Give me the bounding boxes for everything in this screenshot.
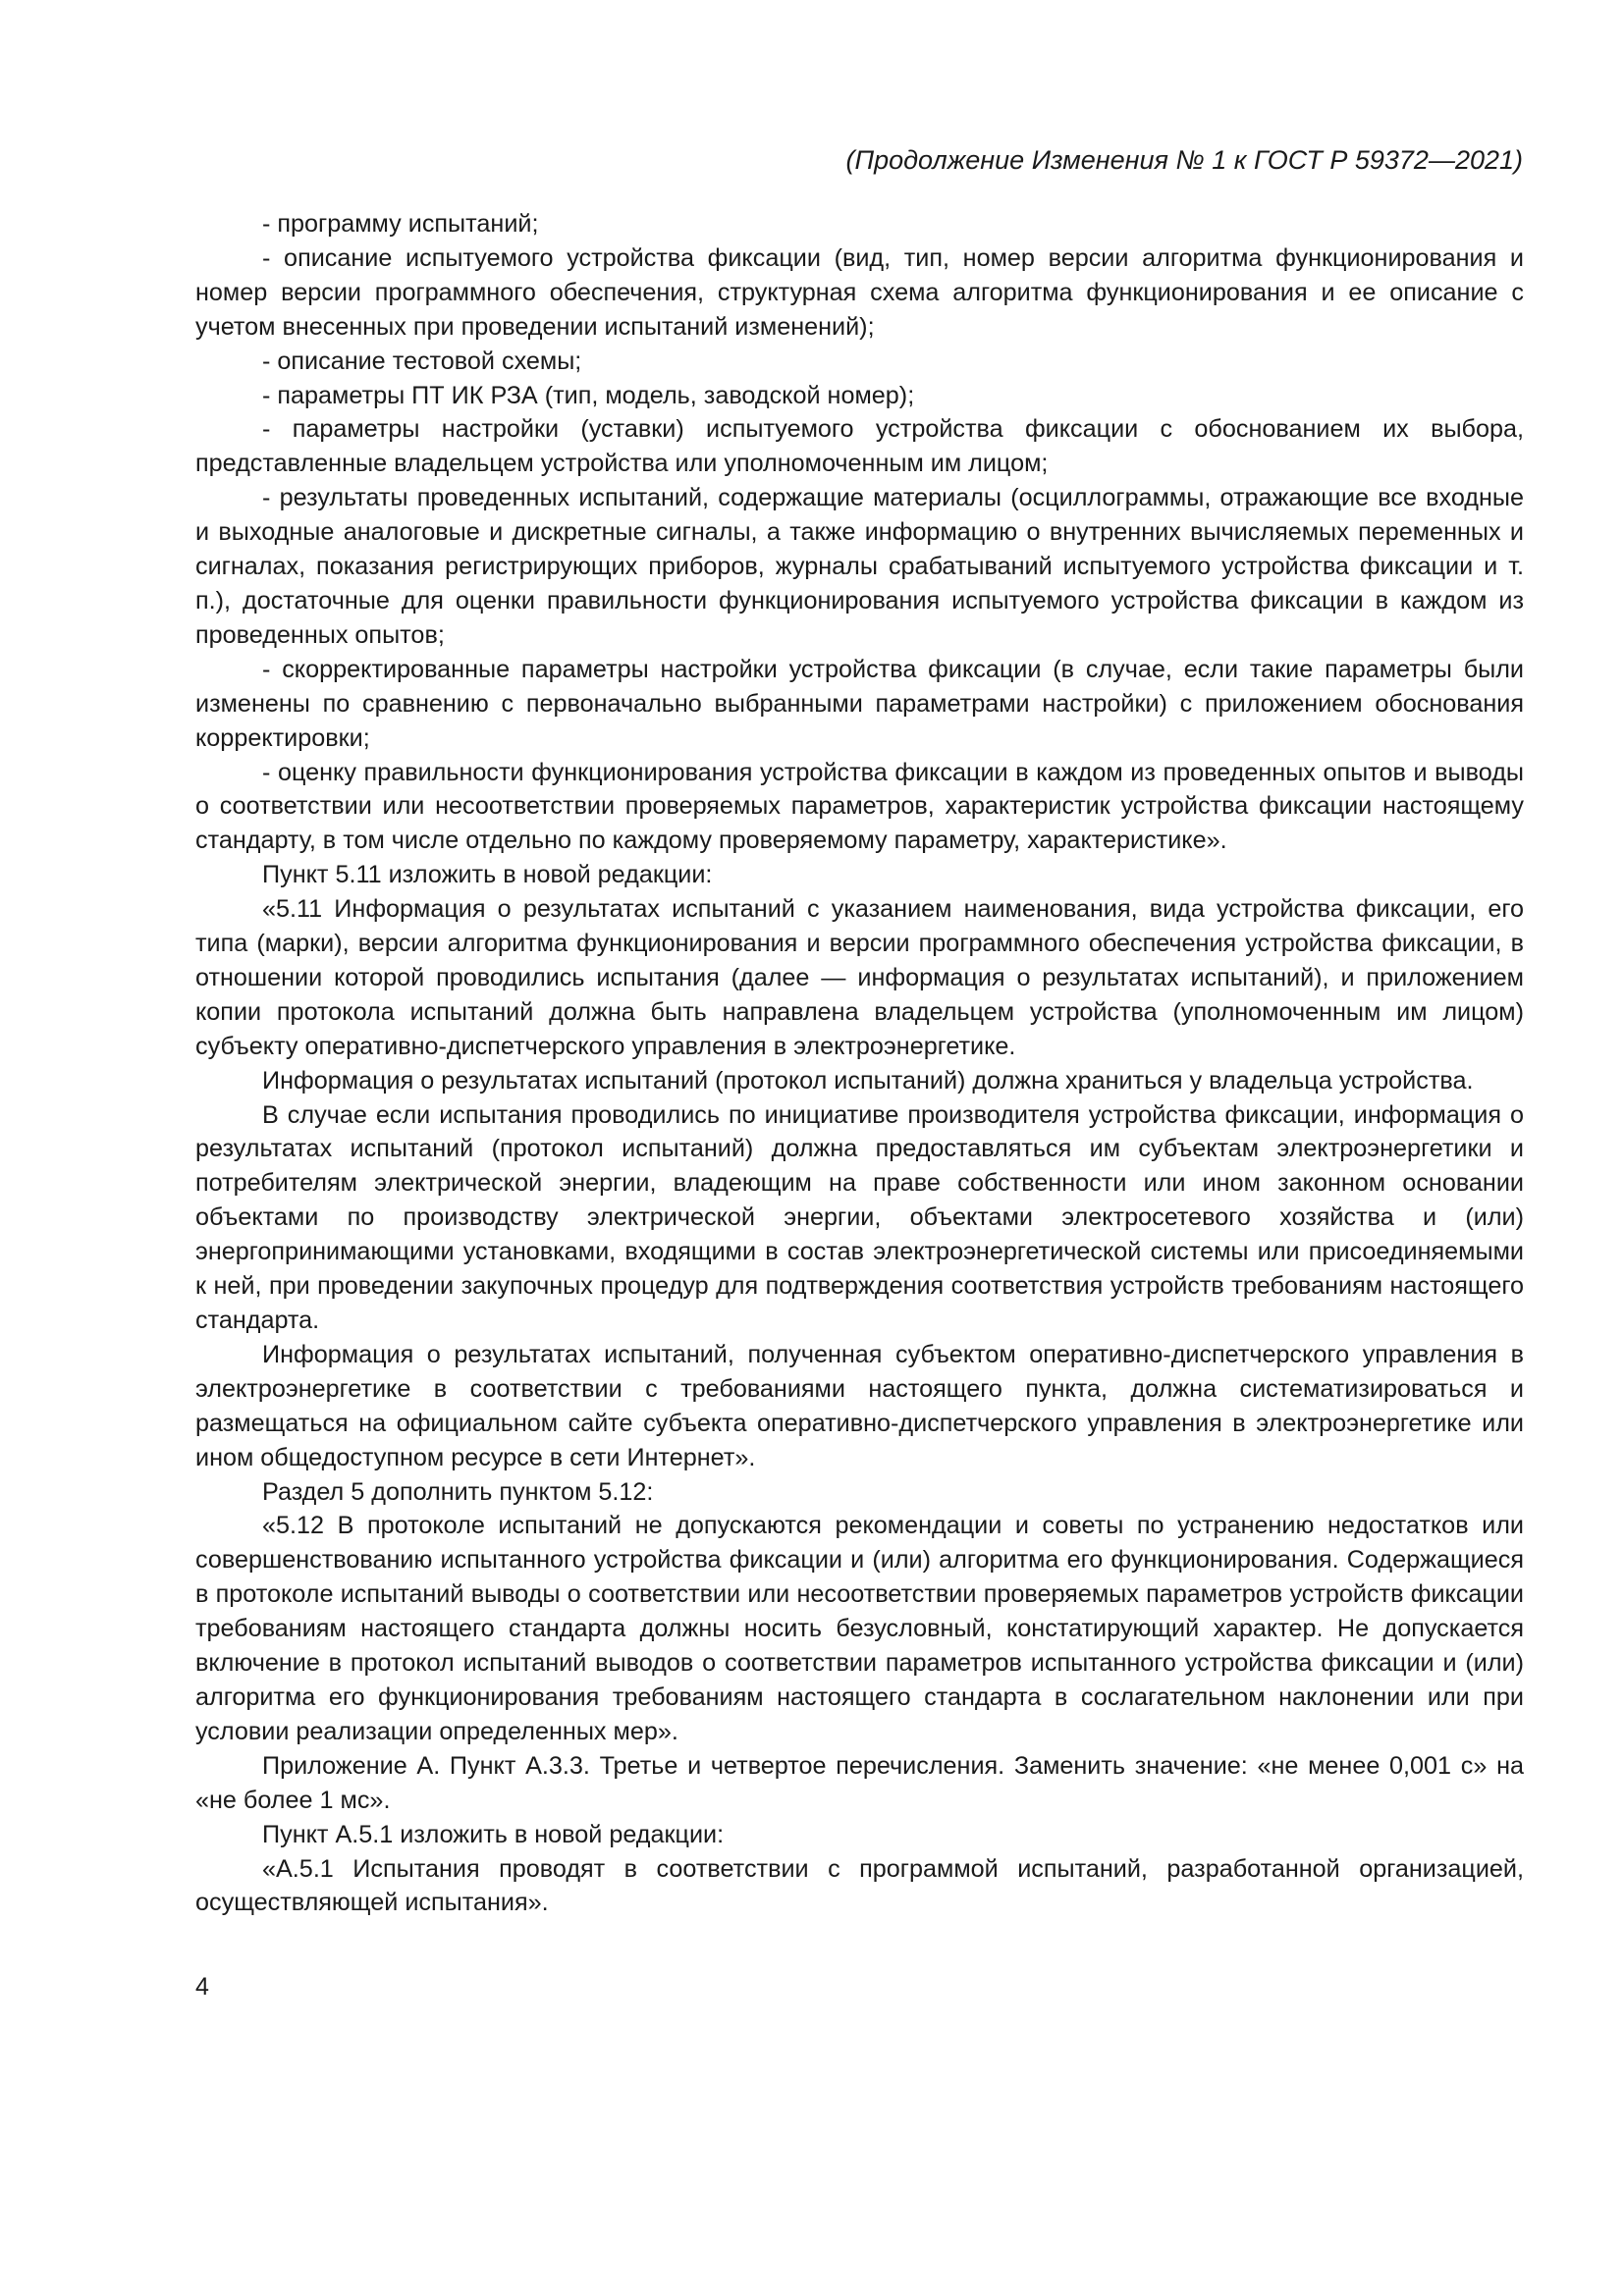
- paragraph-item-a-5-1-intro: Пункт А.5.1 изложить в новой редакции:: [262, 1820, 725, 1848]
- paragraph-item-5-12-intro: Раздел 5 дополнить пунктом 5.12:: [262, 1477, 654, 1506]
- page-number: 4: [195, 1973, 209, 2001]
- paragraph-equipment-parameters: - параметры ПТ ИК РЗА (тип, модель, заводской номер);: [262, 381, 915, 409]
- paragraph-evaluation: - оценку правильности функционирования устройства фиксации в каждом из проведенных опытов и выводы о соответствии или несоответствии проверяемых параметров, характеристик устройства фиксации настоящему стандарту, в том числе отдельно по каждому проверяемому параметру, характеристике».: [195, 758, 1524, 855]
- paragraph-corrected-settings: - скорректированные параметры настройки устройства фиксации (в случае, если такие параметры были изменены по сравнению с первоначально выбранными параметрами настройки) с приложением обоснования корректировки;: [195, 655, 1524, 752]
- continuation-header: (Продолжение Изменения № 1 к ГОСТ Р 59372—2021): [845, 145, 1523, 175]
- paragraph-appendix-a-3-3: Приложение А. Пункт А.3.3. Третье и четвертое перечисления. Заменить значение: «не менее 0,001 с» на «не более 1 мс».: [195, 1751, 1524, 1814]
- document-body: [195, 207, 1524, 1920]
- paragraph-item-a-5-1: «А.5.1 Испытания проводят в соответствии с программой испытаний, разработанной организацией, осуществляющей испытания».: [195, 1854, 1524, 1917]
- paragraph-test-circuit: - описание тестовой схемы;: [262, 347, 582, 375]
- paragraph-storage: Информация о результатах испытаний (протокол испытаний) должна храниться у владельца устройства.: [262, 1066, 1474, 1095]
- paragraph-device-description: - описание испытуемого устройства фиксации (вид, тип, номер версии алгоритма функционирования и номер версии программного обеспечения, структурная схема алгоритма функционирования и ее описание с учетом внесенных при проведении испытаний изменений);: [195, 243, 1524, 341]
- paragraph-manufacturer-initiative: В случае если испытания проводились по инициативе производителя устройства фиксации, информация о результатах испытаний (протокол испытаний) должна предоставляться им субъектам электроэнергетики и потребителям электрической энергии, владеющим на праве собственности или ином законном основании объектами по производству электрической энергии, объектами электросетевого хозяйства и (или) энергопринимающими установками, входящими в состав электроэнергетической системы или присоединяемыми к ней, при проведении закупочных процедур для подтверждения соответствия устройств требованиям настоящего стандарта.: [195, 1100, 1524, 1334]
- paragraph-publication: Информация о результатах испытаний, полученная субъектом оперативно-диспетчерского управления в электроэнергетике в соответствии с требованиями настоящего пункта, должна систематизироваться и размещаться на официальном сайте субъекта оперативно-диспетчерского управления в электроэнергетике или ином общедоступном ресурсе в сети Интернет».: [195, 1340, 1524, 1471]
- paragraph-test-results: - результаты проведенных испытаний, содержащие материалы (осциллограммы, отражающие все входные и выходные аналоговые и дискретные сигналы, а также информацию о внутренних вычисляемых переменных и сигналах, показания регистрирующих приборов, журналы срабатываний испытуемого устройства фиксации и т. п.), достаточные для оценки правильности функционирования испытуемого устройства фиксации в каждом из проведенных опытов;: [195, 484, 1524, 649]
- paragraph-item-5-11-intro: Пункт 5.11 изложить в новой редакции:: [262, 861, 713, 889]
- paragraph-item-5-12: «5.12 В протоколе испытаний не допускаются рекомендации и советы по устранению недостатков или совершенствованию испытанного устройства фиксации и (или) алгоритма его функционирования. Содержащиеся в протоколе испытаний выводы о соответствии или несоответствии проверяемых параметров устройств фиксации требованиям настоящего стандарта должны носить безусловный, констатирующий характер. Не допускается включение в протокол испытаний выводов о соответствии параметров испытанного устройства фиксации и (или) алгоритма его функционирования требованиям настоящего стандарта в сослагательном наклонении или при условии реализации определенных мер».: [195, 1512, 1524, 1745]
- paragraph-test-program: - программу испытаний;: [262, 210, 539, 238]
- paragraph-item-5-11: «5.11 Информация о результатах испытаний с указанием наименования, вида устройства фиксации, его типа (марки), версии алгоритма функционирования и версии программного обеспечения устройства фиксации, в отношении которой проводились испытания (далее — информация о результатах испытаний), и приложением копии протокола испытаний должна быть направлена владельцем устройства (уполномоченным им лицом) субъекту оперативно-диспетчерского управления в электроэнергетике.: [195, 895, 1524, 1060]
- paragraph-settings: - параметры настройки (уставки) испытуемого устройства фиксации с обоснованием их выбора, представленные владельцем устройства или уполномоченным им лицом;: [195, 415, 1524, 478]
